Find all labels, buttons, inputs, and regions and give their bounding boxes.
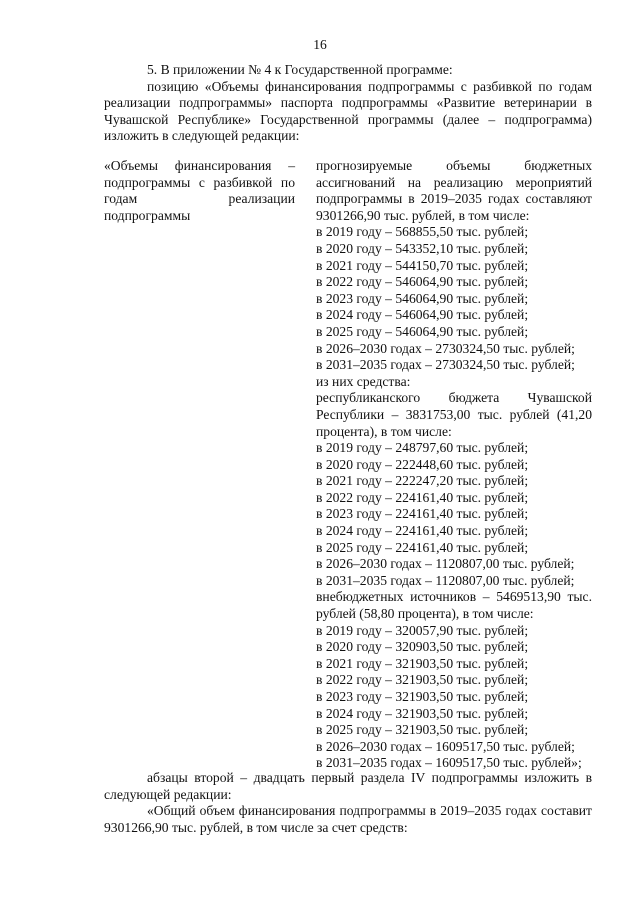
republic-line: в 2024 году – 224161,40 тыс. рублей; (316, 523, 529, 539)
total-line: в 2019 году – 568855,50 тыс. рублей; (316, 224, 529, 240)
total-line: в 2021 году – 544150,70 тыс. рублей; (316, 257, 529, 273)
extrabudgetary-intro: внебюджетных источников – 5469513,90 тыс. рублей (58,80 процента), в том числе: (316, 589, 592, 622)
table-left-cell: «Объемы финансирования – подпрограммы с разбивкой по годам реализации подпрограммы (104, 158, 295, 223)
table-right-cell (316, 158, 592, 772)
republic-lines (316, 440, 592, 589)
from-them-label: из них средства: (316, 373, 411, 389)
extrabudgetary-line: в 2023 году – 321903,50 тыс. рублей; (316, 689, 529, 704)
extrabudgetary-line: в 2022 году – 321903,50 тыс. рублей; (316, 672, 529, 688)
forecast-intro: прогнозируемые объемы бюджетных ассигнований на реализацию мероприятий подпрограммы в 2019–2035 годах составляют 9301266,90 тыс. рублей, в том числе: (316, 158, 592, 223)
total-line: в 2023 году – 546064,90 тыс. рублей; (316, 290, 529, 306)
extrabudgetary-line: в 2021 году – 321903,50 тыс. рублей; (316, 655, 529, 671)
after-paragraph: абзацы второй – двадцать первый раздела IV подпрограммы изложить в следующей редакции: (104, 770, 592, 802)
extrabudgetary-line: в 2024 году – 321903,50 тыс. рублей; (316, 705, 529, 721)
total-financing-paragraph: «Общий объем финансирования подпрограммы в 2019–2035 годах составит 9301266,90 тыс. рублей, в том числе за счет средств: (104, 803, 592, 835)
republic-line: в 2020 году – 222448,60 тыс. рублей; (316, 456, 529, 472)
republic-line: в 2022 году – 224161,40 тыс. рублей; (316, 489, 529, 505)
total-lines (316, 224, 592, 373)
republic-line: в 2019 году – 248797,60 тыс. рублей; (316, 440, 529, 456)
extrabudgetary-line: в 2025 году – 321903,50 тыс. рублей; (316, 722, 529, 738)
total-line: в 2022 году – 546064,90 тыс. рублей; (316, 274, 529, 290)
republic-line: в 2025 году – 224161,40 тыс. рублей; (316, 539, 529, 555)
republic-budget-intro: республиканского бюджета Чувашской Республики – 3831753,00 тыс. рублей (41,20 процента), в том числе: (316, 390, 592, 439)
intro-paragraph: позицию «Объемы финансирования подпрограммы с разбивкой по годам реализации подпрограммы» паспорта подпрограммы «Развитие ветеринарии в Чувашской Республике» Государственной программы (далее – подпрограмма) изложить в следующей редакции: (104, 78, 592, 144)
total-line: в 2026–2030 годах – 2730324,50 тыс. рублей; (316, 340, 575, 356)
republic-line: в 2023 году – 224161,40 тыс. рублей; (316, 506, 529, 522)
republic-line: в 2031–2035 годах – 1120807,00 тыс. рублей; (316, 572, 575, 588)
extrabudgetary-line: в 2031–2035 годах – 1609517,50 тыс. рублей»; (316, 755, 582, 771)
republic-line: в 2021 году – 222247,20 тыс. рублей; (316, 473, 529, 489)
extrabudgetary-lines (316, 623, 592, 772)
intro-item: 5. В приложении № 4 к Государственной программе: (147, 62, 453, 77)
republic-line: в 2026–2030 годах – 1120807,00 тыс. рублей; (316, 556, 575, 572)
total-line: в 2031–2035 годах – 2730324,50 тыс. рублей; (316, 357, 575, 373)
page-number: 16 (313, 37, 327, 52)
after-section (104, 770, 592, 836)
extrabudgetary-line: в 2026–2030 годах – 1609517,50 тыс. рублей; (316, 738, 575, 754)
extrabudgetary-line: в 2020 году – 320903,50 тыс. рублей; (316, 639, 529, 655)
total-line: в 2024 году – 546064,90 тыс. рублей; (316, 307, 529, 323)
total-line: в 2020 году – 543352,10 тыс. рублей; (316, 240, 529, 256)
intro-section (104, 62, 592, 145)
extrabudgetary-line: в 2019 году – 320057,90 тыс. рублей; (316, 622, 529, 638)
total-line: в 2025 году – 546064,90 тыс. рублей; (316, 323, 529, 339)
